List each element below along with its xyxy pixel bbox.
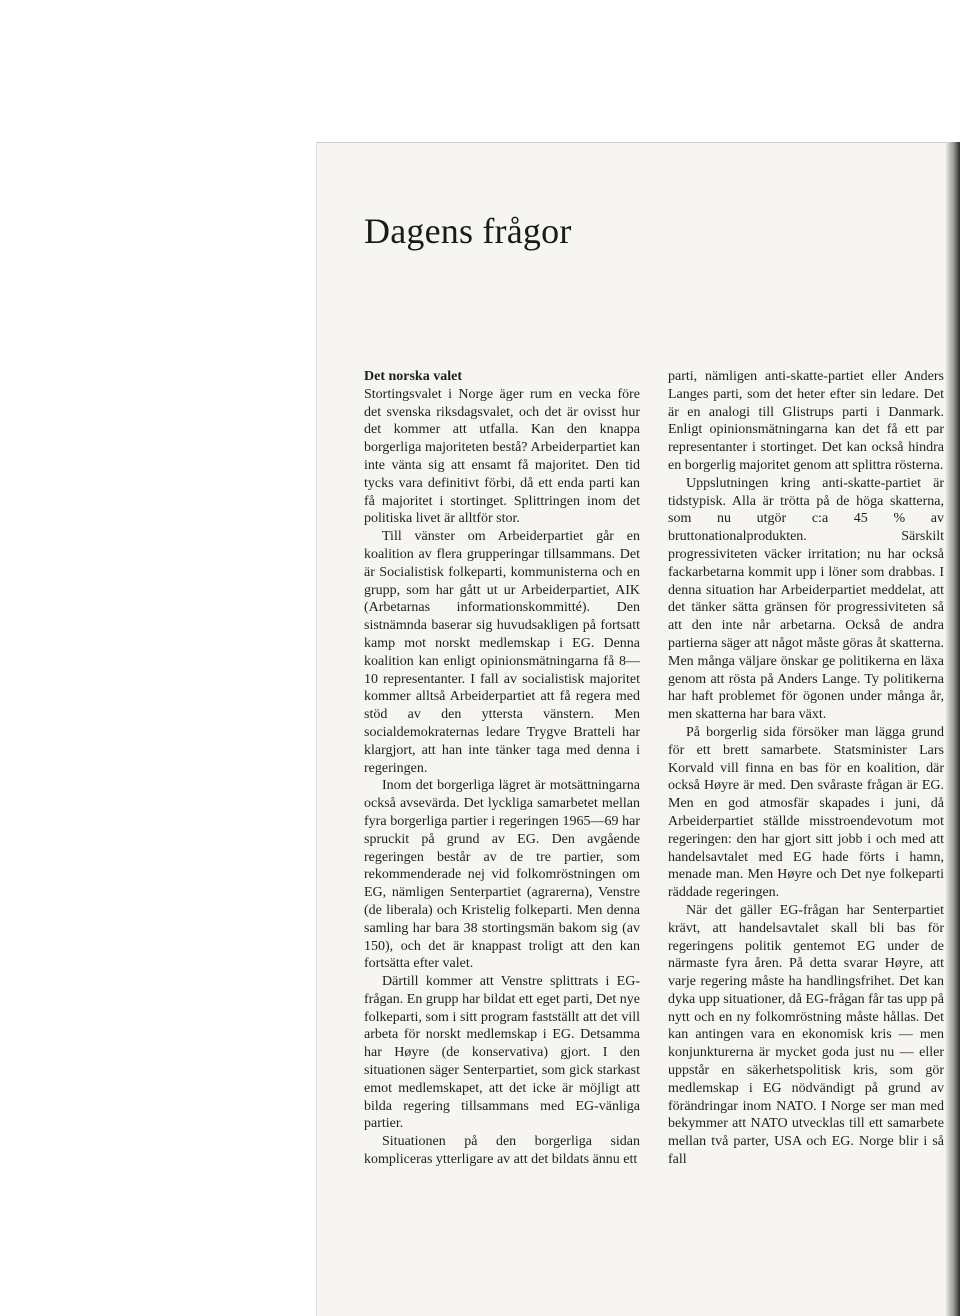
article-paragraph: När det gäller EG-frågan har Senterpartiet krävt, att handelsavtalet skall bli bas för regeringens politik gentemot EG under de närmaste fyra åren. På detta svarar Høyre, att varje regering måste ha handlingsfrihet. Det kan dyka upp situationer, då EG-frågan får tas upp på nytt och en ny folkomröstning måste hållas. Det kan antingen vara en ekonomisk kris — men konjunkturerna är mycket goda just nu — eller uppstår en säkerhetspolitisk kris, som gör medlemskap i EG nödvändigt på grund av förändringar inom NATO. I Norge ser man med bekymmer att NATO utvecklas till ett samarbete mellan två parter, USA och EG. Norge blir i så fall [668, 902, 944, 1168]
article-paragraph: På borgerlig sida försöker man lägga grund för ett brett samarbete. Statsminister Lars Korvald vill finna en bas för en koalition, där också Høyre är med. Den svåraste frågan är EG. Men en god atmosfär skapades i juni, då Arbeiderpartiet ställde misstroendevotum mot regeringen: den har gjort sitt jobb i och med att handelsavtalet med EG hade förts i hamn, menade man. Men Høyre och Det nye folkeparti räddade regeringen. [668, 724, 944, 901]
article-paragraph: Därtill kommer att Venstre splittrats i EG-frågan. En grupp har bildat ett eget parti, Det nye folkeparti, som i sitt program fastställt att det vill arbeta för norskt medlemskap i EG. Detsamma har Høyre (de konservativa) gjort. I den situationen säger Senterpartiet, som gick starkast emot medlemskapet, att det icke är möjligt att bilda regering tillsammans med EG-vänliga partier. [364, 974, 640, 1132]
article-paragraph: Till vänster om Arbeiderpartiet går en koalition av flera grupperingar tillsammans. Det är Socialistisk folkeparti, kommunisterna och en grupp, som har gått ut ur Arbeiderpartiet, AIK (Arbetarnas informationskommitté). Den sistnämnda baserar sig huvudsakligen på fortsatt kamp mot norskt medlemskap i EG. Denna koalition kan enligt opinionsmätningarna få 8—10 representanter. I fall av socialistisk majoritet kommer alltså Arbeiderpartiet att få regera med stöd av den yttersta vänstern. Men socialdemokraternas ledare Trygve Bratteli har klargjort, att han inte tänker taga med denna i regeringen. [364, 529, 640, 776]
article-column-right [668, 368, 944, 1169]
article-paragraph: Uppslutningen kring anti-skatte-partiet är tidstypisk. Alla är trötta på de höga skatterna, som nu utgör c:a 45 % av bruttonationalprodukten. Särskilt progressiviteten väcker irritation; nu har också fackarbetarna kommit upp i löner som drabbas. I denna situation har Arbeiderpartiet meddelat, att det tänker sätta gränsen för progressiviteten så att den inte når arbetarna. Också de andra partierna säger att något måste göras åt skatterna. Men många väljare önskar ge politikerna en läxa genom att rösta på Anders Lange. Ty politikerna har haft problemet för ögonen under många år, men skatterna har bara växt. [668, 475, 944, 723]
article-paragraph: parti, nämligen anti-skatte-partiet eller Anders Langes parti, som det heter efter sin ledare. Det är en analogi till Glistrups parti i Danmark. Enligt opinionsmätningarna kan det få ett par representanter i stortinget. Det kan också hindra en borgerlig majoritet genom att splittra rösterna. [668, 369, 944, 473]
article-paragraph: Stortingsvalet i Norge äger rum en vecka före det svenska riksdagsvalet, och det är ovisst hur det kommer att utfalla. Kan den knappa borgerliga majoriteten bestå? Arbeiderpartiet kan inte vänta sig att ensamt få majoritet. Den tid tycks vara definitivt förbi, då ett enda parti kan få majoritet i stortinget. Splittringen inom det politiska livet är alltför stor. [364, 386, 640, 527]
article-column-left [364, 368, 640, 1169]
article-paragraph: Situationen på den borgerliga sidan kompliceras ytterligare av att det bildats ännu ett [364, 1134, 640, 1168]
page-top-edge [316, 142, 960, 143]
article-heading: Det norska valet [364, 369, 462, 384]
page-title: Dagens frågor [364, 211, 572, 251]
page-binding-shadow [946, 142, 960, 1316]
article-paragraph: Inom det borgerliga lägret är motsättningarna också avsevärda. Det lyckliga samarbetet mellan fyra borgerliga partier i regeringen 1965—69 har spruckit på grund av EG. Den avgående regeringen består av de tre partier, som rekommenderade nej vid folkomröstningen om EG, nämligen Senterpartiet (agrarerna), Venstre (de liberala) och Kristelig folkeparti. Men denna samling har bara 38 stortingsmän bakom sig (av 150), och det är knappast troligt att den kan fortsätta efter valet. [364, 778, 640, 972]
